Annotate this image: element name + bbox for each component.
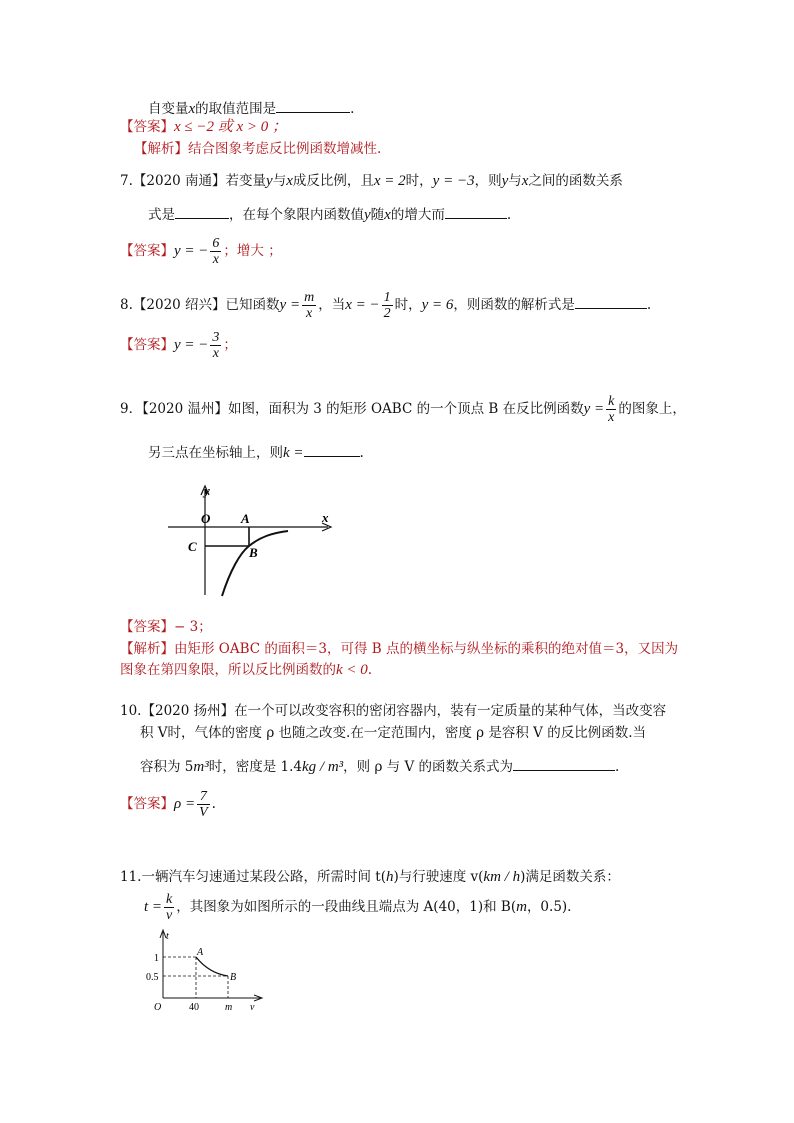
q7-answer-lhs: y = − bbox=[174, 243, 209, 259]
q7-blank2[interactable] bbox=[445, 204, 507, 219]
q7-cond2: y = −3 bbox=[432, 173, 475, 189]
q9-func-den: x bbox=[608, 410, 615, 425]
q9-analysis2-k: k < 0 bbox=[336, 662, 368, 678]
q7-line2-d: 的增大而 bbox=[390, 207, 445, 223]
q11-line2 bbox=[144, 890, 571, 924]
q10-answer-tail: . bbox=[211, 796, 216, 812]
q9-text1: 如图，面积为 3 的矩形 OABC 的一个顶点 B 在反比例函数 bbox=[228, 401, 584, 417]
q11-curve bbox=[196, 957, 228, 976]
q9-label-y: y bbox=[204, 483, 210, 498]
q7-answer-tail: ；增大 ； bbox=[223, 243, 282, 259]
q8-cond-frac bbox=[382, 290, 393, 321]
q8-answer bbox=[120, 328, 237, 362]
q10-line3-b: 时，密度是 1.4 bbox=[208, 759, 302, 775]
q10-answer bbox=[120, 786, 216, 822]
q8-cond2: y = 6 bbox=[421, 297, 454, 313]
q11-num: 11. bbox=[120, 869, 142, 885]
q9-line1 bbox=[120, 392, 686, 426]
q10-num: 10. bbox=[120, 703, 142, 719]
q8-answer-frac bbox=[210, 330, 221, 361]
q7-answer-den: x bbox=[212, 252, 220, 267]
q7-answer-tag: 【答案】 bbox=[120, 243, 174, 259]
q11-label-v: v bbox=[250, 1002, 255, 1013]
q10-blank[interactable] bbox=[513, 756, 615, 771]
q9-label-C: C bbox=[188, 539, 197, 554]
q8-blank[interactable] bbox=[575, 294, 647, 309]
q8-source: 【2020 绍兴】 bbox=[132, 297, 226, 313]
q6-suffix: 的取值范围是 bbox=[195, 101, 277, 117]
q7-line2-end: . bbox=[506, 207, 512, 223]
q7-x3: x bbox=[384, 207, 391, 223]
q9-label-B: B bbox=[249, 545, 258, 560]
q7-num: 7. bbox=[120, 173, 133, 189]
q11-func-num: k bbox=[166, 892, 173, 907]
q9-source: 【2020 温州】 bbox=[142, 401, 228, 417]
q8-answer-den: x bbox=[212, 346, 220, 361]
q7-text5: ，则 bbox=[474, 173, 502, 189]
q7-cond1: x = 2 bbox=[373, 173, 406, 189]
q7-line2-c: 随 bbox=[370, 207, 385, 223]
q8-answer-tag: 【答案】 bbox=[120, 337, 174, 353]
q7-y3: y bbox=[364, 207, 371, 223]
q6-analysis bbox=[134, 140, 381, 158]
q9-func-frac bbox=[606, 394, 616, 425]
q6-prefix: 自变量 bbox=[148, 101, 189, 117]
q9-line2-text: 另三点在坐标轴上，则 bbox=[148, 445, 283, 461]
q9-label-x: x bbox=[322, 510, 329, 525]
q7-line2-a: 式是 bbox=[148, 207, 175, 223]
q11-label-half: 0.5 bbox=[146, 972, 159, 983]
q6-blank[interactable] bbox=[276, 98, 350, 113]
q9-blank[interactable] bbox=[304, 442, 360, 457]
q10-answer-den: V bbox=[199, 805, 208, 820]
q11-func-lhs: t = bbox=[144, 899, 163, 915]
q8-answer-num: 3 bbox=[212, 330, 220, 345]
q9-analysis1 bbox=[120, 640, 678, 658]
q9-answer-text: − 3； bbox=[174, 619, 212, 635]
q6-analysis-tag: 【解析】 bbox=[134, 141, 188, 157]
q8-cond-lhs: x = − bbox=[345, 297, 380, 313]
q10-line3 bbox=[140, 756, 619, 776]
q9-line2 bbox=[148, 442, 364, 462]
q8-end: . bbox=[646, 297, 652, 313]
q7-x2: x bbox=[521, 173, 529, 189]
q9-text2: 的图象上， bbox=[618, 401, 686, 417]
q7-answer bbox=[120, 234, 282, 268]
q7-text1: 若变量 bbox=[225, 173, 267, 189]
q8-cond-num: 1 bbox=[383, 290, 391, 305]
q7-text3: 成反比例，且 bbox=[292, 173, 374, 189]
q10-line3-unit2: kg / m³ bbox=[302, 759, 344, 775]
q7-source: 【2020 南通】 bbox=[132, 173, 226, 189]
q9-label-A: A bbox=[241, 511, 250, 526]
q9-answer-tag: 【答案】 bbox=[120, 619, 174, 635]
q9-analysis2 bbox=[120, 661, 372, 679]
q10-line3-end: . bbox=[615, 759, 620, 775]
q8-line1 bbox=[120, 288, 651, 322]
q11-text2: )与行驶速度 v( bbox=[393, 869, 484, 885]
q7-line2-b: ，在每个象限内函数值 bbox=[229, 207, 364, 223]
q11-line1 bbox=[120, 868, 620, 886]
q7-text2b: 与 bbox=[508, 173, 522, 189]
q10-line2-text: 积 V时，气体的密度 ρ 也随之改变.在一定范围内，密度 ρ 是容积 V 的反比例函数.当 bbox=[140, 725, 646, 741]
q11-text3: )满足函数关系： bbox=[520, 869, 620, 885]
q8-text4: ，则函数的解析式是 bbox=[453, 297, 575, 313]
q8-func-frac bbox=[302, 290, 316, 321]
q11-label-1: 1 bbox=[154, 953, 159, 964]
q8-answer-tail: ； bbox=[223, 337, 237, 353]
q6-analysis-text: 结合图象考虑反比例函数增减性. bbox=[188, 141, 382, 157]
q9-answer bbox=[120, 618, 212, 636]
q6-var: x bbox=[188, 101, 196, 117]
q9-line2-end: . bbox=[359, 445, 364, 461]
q10-answer-frac bbox=[197, 789, 210, 820]
q8-num: 8. bbox=[120, 297, 133, 313]
q7-text6: 之间的函数关系 bbox=[528, 173, 623, 189]
q10-answer-num: 7 bbox=[197, 789, 210, 805]
q8-func-den: x bbox=[306, 306, 313, 321]
q8-text2: ，当 bbox=[318, 297, 346, 313]
q7-blank1[interactable] bbox=[175, 204, 229, 219]
q11-label-B: B bbox=[230, 972, 237, 983]
q11-label-t: t bbox=[166, 931, 169, 942]
q9-analysis2-text: 图象在第四象限，所以反比例函数的 bbox=[120, 662, 336, 678]
q10-line3-a: 容积为 5 bbox=[140, 759, 194, 775]
q9-figure bbox=[160, 483, 340, 601]
q7-y2: y bbox=[501, 173, 509, 189]
q11-kmh: km / h bbox=[483, 869, 521, 885]
q7-text4: 时， bbox=[405, 173, 433, 189]
q8-cond-den: 2 bbox=[383, 306, 391, 321]
q7-x: x bbox=[286, 173, 293, 189]
q11-figure bbox=[146, 928, 276, 1018]
q8-answer-lhs: y = − bbox=[174, 337, 209, 353]
q9-num: 9． bbox=[120, 401, 143, 417]
q10-line3-unit: m³ bbox=[193, 759, 209, 775]
q6-end: . bbox=[350, 101, 355, 117]
q8-func-num: m bbox=[304, 290, 315, 305]
q11-text4: ，其图象为如图所示的一段曲线且端点为 A(40，1)和 B( bbox=[176, 899, 517, 915]
q9-func-lhs: y = bbox=[583, 401, 605, 417]
q7-text2: 与 bbox=[272, 173, 287, 189]
q11-func-frac bbox=[164, 892, 174, 923]
q11-func-den: v bbox=[166, 908, 173, 923]
q10-line1 bbox=[120, 702, 666, 720]
q8-text3: 时， bbox=[394, 297, 422, 313]
q6-answer-text: x ≤ −2 或 x > 0 ； bbox=[174, 119, 288, 135]
q8-text1: 已知函数 bbox=[225, 297, 280, 313]
q10-source: 【2020 扬州】 bbox=[141, 703, 235, 719]
q10-line2 bbox=[140, 724, 646, 742]
q11-label-O: O bbox=[154, 1002, 162, 1013]
q8-func-lhs: y = bbox=[279, 297, 301, 313]
q7-line2 bbox=[148, 204, 511, 224]
q11-text5: ，0.5). bbox=[526, 899, 572, 915]
q9-func-num: k bbox=[608, 394, 615, 409]
q11-label-40: 40 bbox=[189, 1002, 199, 1013]
q11-m: m bbox=[516, 899, 527, 915]
q6-line bbox=[148, 98, 354, 118]
q9-curve bbox=[222, 531, 288, 596]
q9-analysis1-text: 由矩形 OABC 的面积＝3，可得 B 点的横坐标与纵坐标的乘积的绝对值＝3，又因为 bbox=[174, 641, 679, 657]
q7-answer-frac bbox=[210, 236, 221, 267]
q7-line1 bbox=[120, 172, 623, 190]
q11-label-m: m bbox=[225, 1002, 233, 1013]
q7-y: y bbox=[266, 173, 273, 189]
q10-answer-tag: 【答案】 bbox=[120, 796, 174, 812]
q9-label-O: O bbox=[201, 511, 211, 526]
q6-answer-tag: 【答案】 bbox=[120, 119, 174, 135]
q9-analysis2-end: . bbox=[367, 662, 373, 678]
q9-line2-k: k = bbox=[283, 445, 304, 461]
q6-answer bbox=[120, 118, 287, 136]
q10-answer-lhs: ρ = bbox=[174, 796, 196, 812]
q10-text1: 在一个可以改变容积的密闭容器内，装有一定质量的某种气体，当改变容 bbox=[234, 703, 667, 719]
q11-label-A: A bbox=[197, 947, 204, 958]
q9-analysis-tag: 【解析】 bbox=[120, 641, 174, 657]
q11-h: h bbox=[385, 869, 394, 885]
q11-text1: 一辆汽车匀速通过某段公路，所需时间 t( bbox=[141, 869, 386, 885]
q7-answer-num: 6 bbox=[212, 236, 220, 251]
q10-line3-c: ，则 ρ 与 V 的函数关系式为 bbox=[343, 759, 514, 775]
